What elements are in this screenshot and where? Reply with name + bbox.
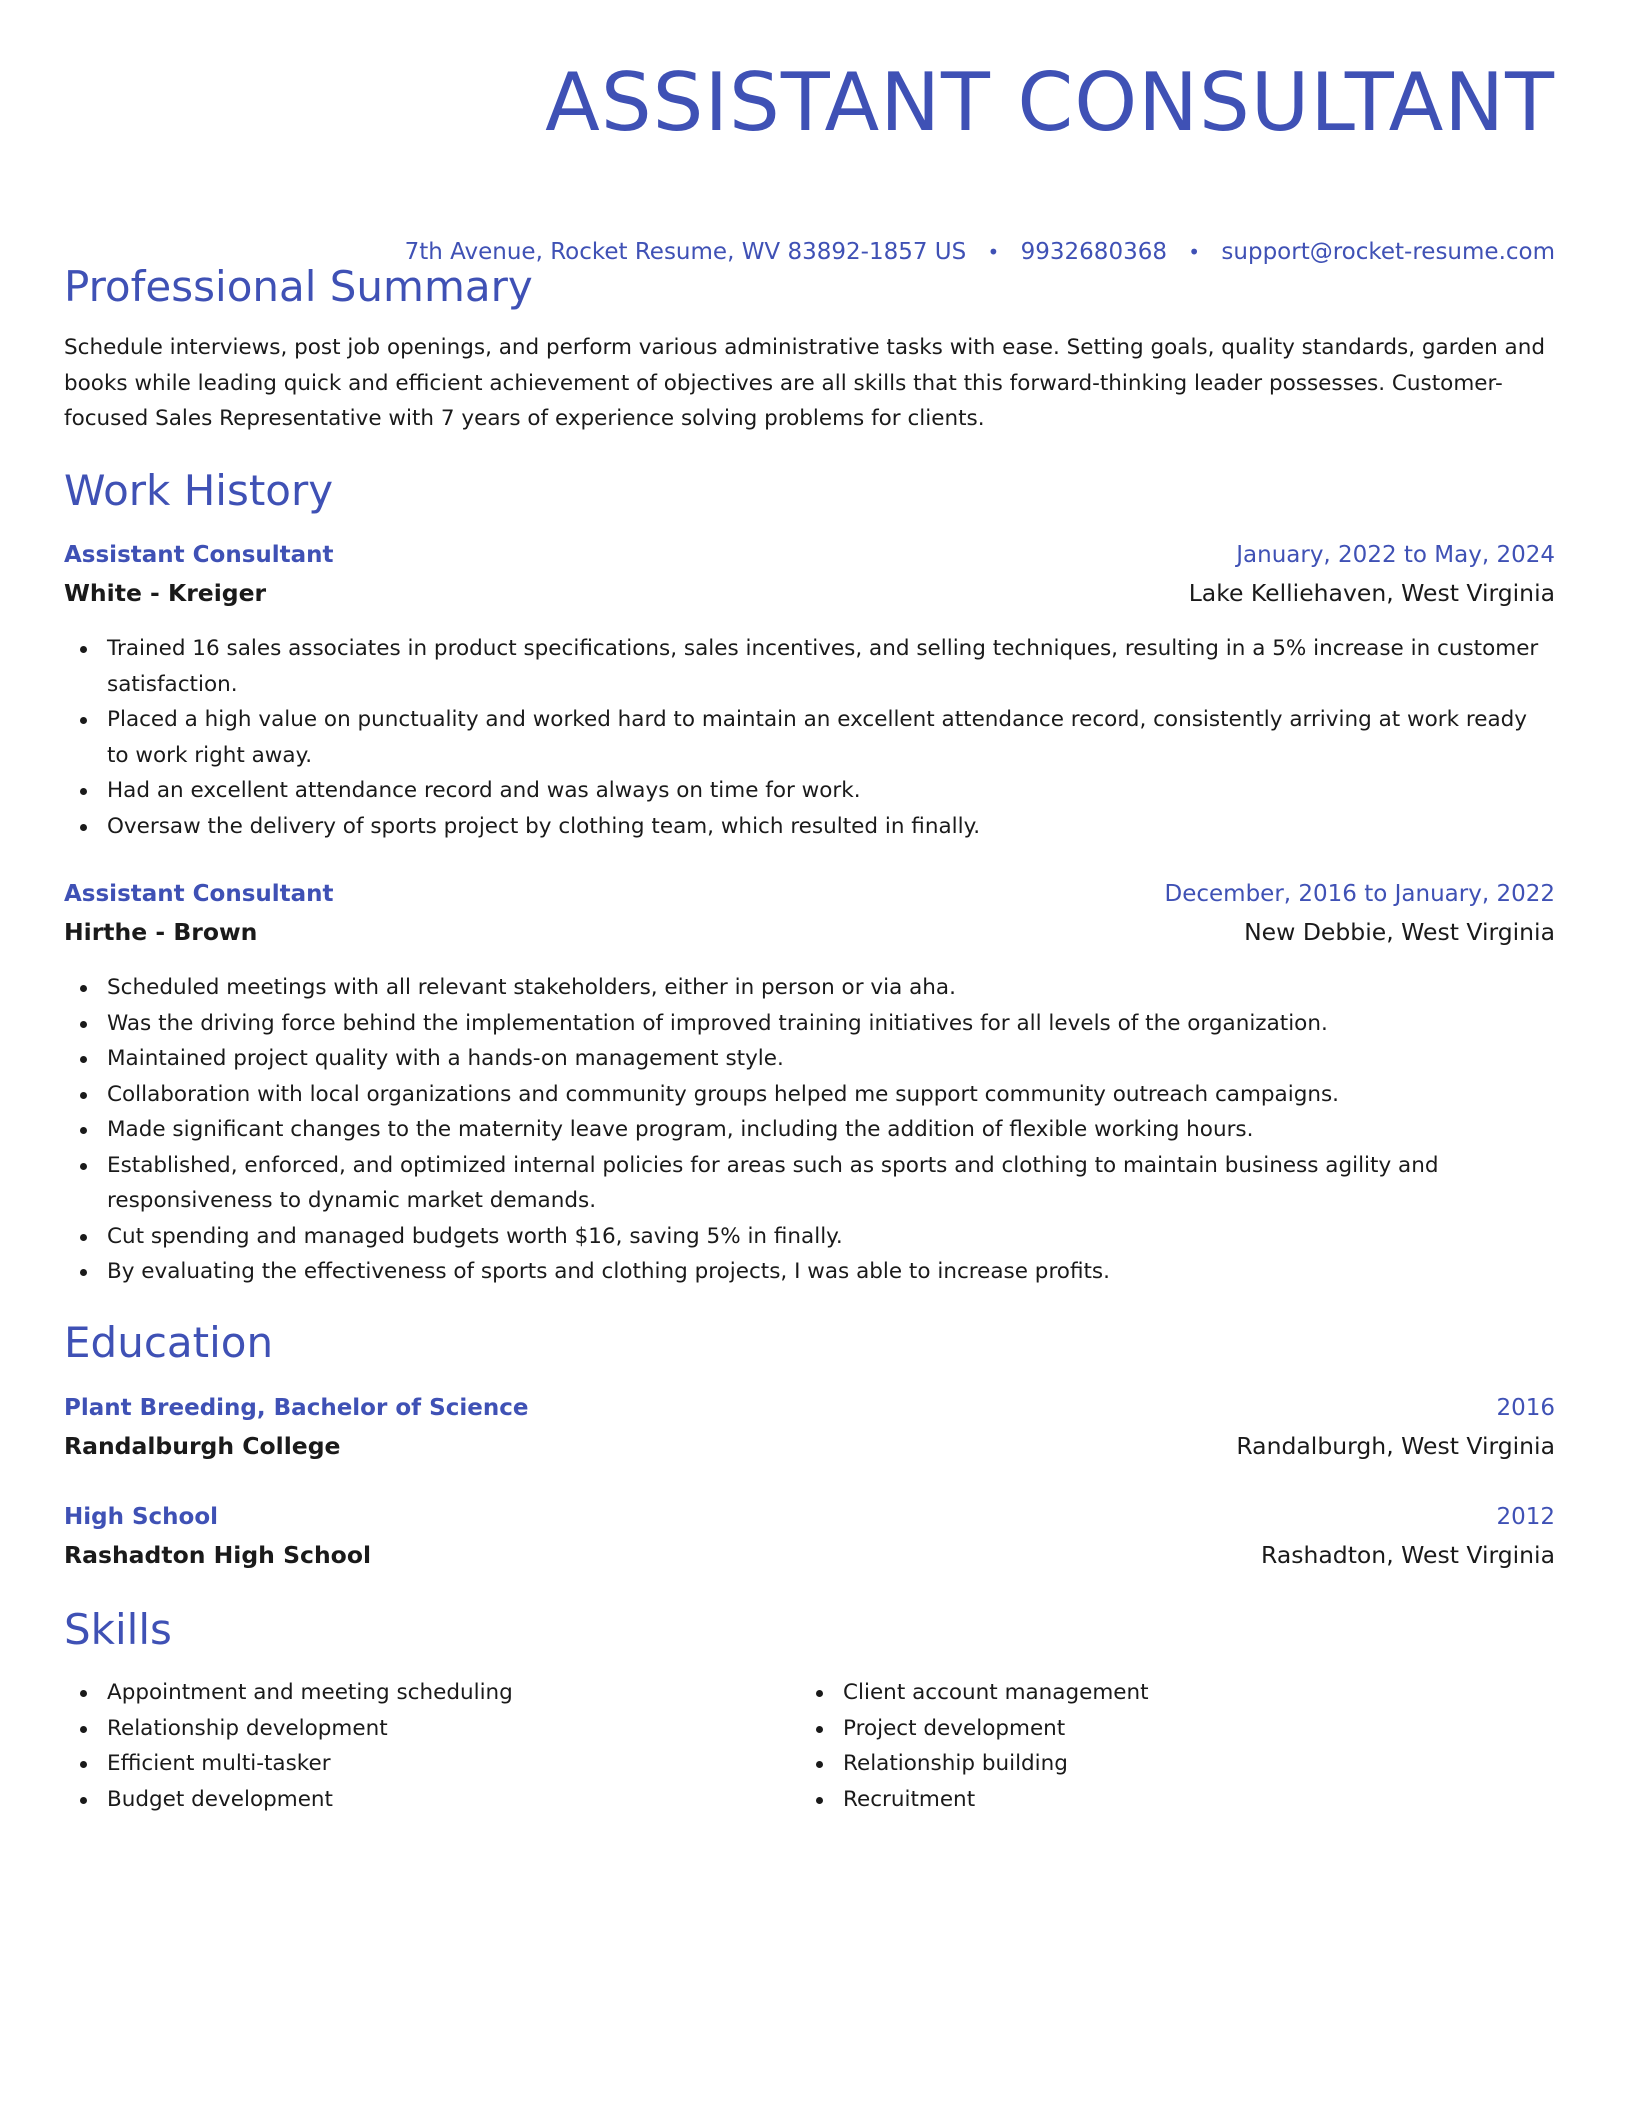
job-bullet-list xyxy=(64,631,1555,844)
list-item: Trained 16 sales associates in product specifications, sales incentives, and selling techniques, resulting in a 5% increase in customer satisfaction. xyxy=(64,631,1555,702)
list-item: Scheduled meetings with all relevant stakeholders, either in person or via aha. xyxy=(64,970,1555,1006)
list-item: Client account management xyxy=(800,1675,1632,1711)
separator-dot: • xyxy=(1188,240,1201,264)
section-title-summary: Professional Summary xyxy=(64,262,533,311)
resume-page xyxy=(64,0,1555,1812)
list-item: Relationship building xyxy=(800,1746,1632,1782)
section-title-education: Education xyxy=(64,1318,274,1367)
skills-list-right xyxy=(800,1675,1632,1817)
contact-phone[interactable]: 9932680368 xyxy=(1020,239,1167,265)
list-item: Cut spending and managed budgets worth $16, saving 5% in finally. xyxy=(64,1219,1555,1255)
education-school: Randalburgh College xyxy=(64,1432,341,1460)
list-item: Established, enforced, and optimized internal policies for areas such as sports and clothing to maintain business agility and responsiveness to dynamic market demands. xyxy=(64,1148,1555,1219)
job-dates: January, 2022 to May, 2024 xyxy=(1236,542,1555,568)
education-year: 2016 xyxy=(1496,1395,1555,1421)
contact-email[interactable]: support@rocket-resume.com xyxy=(1221,239,1555,265)
job-role: Assistant Consultant xyxy=(64,542,334,568)
education-degree: High School xyxy=(64,1504,219,1530)
contact-address: 7th Avenue, Rocket Resume, WV 83892-1857 US xyxy=(404,239,967,265)
list-item: Appointment and meeting scheduling xyxy=(64,1675,1555,1711)
list-item: Collaboration with local organizations and community groups helped me support community outreach campaigns. xyxy=(64,1077,1555,1113)
contact-line xyxy=(405,238,1555,266)
job-company: Hirthe - Brown xyxy=(64,918,258,946)
list-item: Placed a high value on punctuality and worked hard to maintain an excellent attendance record, consistently arriving at work ready to work right away. xyxy=(64,702,1555,773)
section-title-skills: Skills xyxy=(64,1605,172,1654)
education-school: Rashadton High School xyxy=(64,1541,372,1569)
job-location: New Debbie, West Virginia xyxy=(1244,918,1555,946)
job-entry xyxy=(64,876,1555,952)
job-dates: December, 2016 to January, 2022 xyxy=(1164,881,1555,907)
list-item: Was the driving force behind the implementation of improved training initiatives for all levels of the organization. xyxy=(64,1006,1555,1042)
list-item: Maintained project quality with a hands-on management style. xyxy=(64,1041,1555,1077)
candidate-name: ASSISTANT CONSULTANT xyxy=(545,56,1555,149)
section-title-work-history: Work History xyxy=(64,466,334,515)
education-location: Rashadton, West Virginia xyxy=(1261,1541,1555,1569)
list-item: Budget development xyxy=(64,1782,1555,1818)
list-item: Made significant changes to the maternity leave program, including the addition of flexible working hours. xyxy=(64,1112,1555,1148)
job-role: Assistant Consultant xyxy=(64,881,334,907)
list-item: Relationship development xyxy=(64,1711,1555,1747)
separator-dot: • xyxy=(987,240,1000,264)
list-item: Efficient multi-tasker xyxy=(64,1746,1555,1782)
education-location: Randalburgh, West Virginia xyxy=(1236,1432,1555,1460)
skills-columns xyxy=(64,1675,1555,1825)
education-entry xyxy=(64,1499,1555,1575)
list-item: Had an excellent attendance record and was always on time for work. xyxy=(64,773,1555,809)
education-degree: Plant Breeding, Bachelor of Science xyxy=(64,1395,529,1421)
education-entry xyxy=(64,1390,1555,1466)
job-bullet-list xyxy=(64,970,1555,1290)
job-location: Lake Kelliehaven, West Virginia xyxy=(1188,579,1555,607)
list-item: By evaluating the effectiveness of sports and clothing projects, I was able to increase profits. xyxy=(64,1254,1555,1290)
job-entry xyxy=(64,537,1555,613)
education-year: 2012 xyxy=(1496,1504,1555,1530)
job-company: White - Kreiger xyxy=(64,579,267,607)
list-item: Recruitment xyxy=(800,1782,1632,1818)
list-item: Oversaw the delivery of sports project by clothing team, which resulted in finally. xyxy=(64,809,1555,845)
summary-text: Schedule interviews, post job openings, and perform various administrative tasks with ease. Setting goals, quality standards, garden and books while leading quick and efficient achievement of objectives are all skills that this forward-thinking leader possesses. Customer-focused Sales Representative with 7 years of experience solving problems for clients. xyxy=(64,335,1545,431)
list-item: Project development xyxy=(800,1711,1632,1747)
